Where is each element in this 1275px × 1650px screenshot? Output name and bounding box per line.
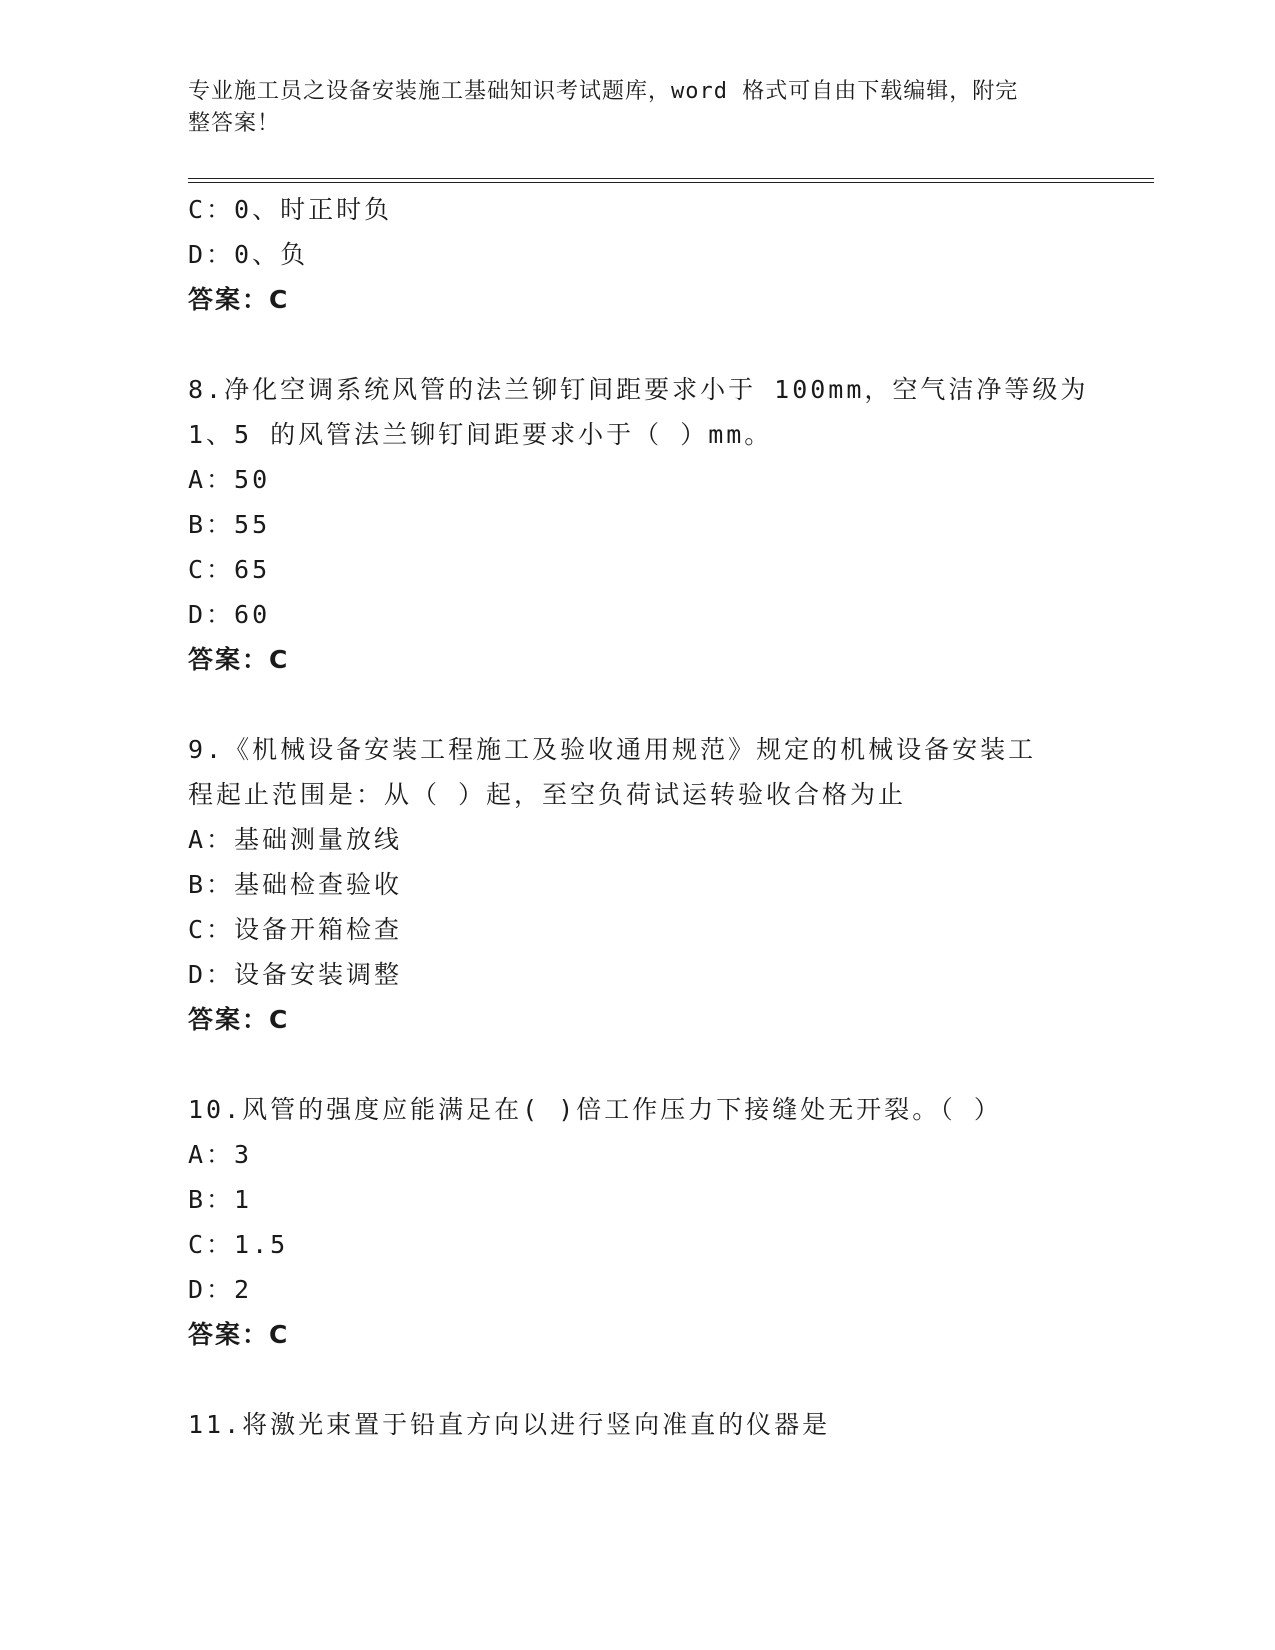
header-line-2: 整答案！ [188,111,281,136]
q8-stem-line-1: 8.净化空调系统风管的法兰铆钉间距要求小于 100mm，空气洁净等级为 [188,375,1089,404]
q10-option-b: B：1 [188,1185,253,1214]
q10-option-d: D：2 [188,1275,253,1304]
q11-stem-line-1: 11.将激光束置于铅直方向以进行竖向准直的仪器是 [188,1410,831,1439]
q7-option-c: C：0、时正时负 [188,195,393,224]
q8-option-d: D：60 [188,600,271,629]
q9-option-b: B：基础检查验收 [188,870,403,899]
q9-stem-line-2: 程起止范围是：从（ ）起，至空负荷试运转验收合格为止 [188,780,907,809]
q9-option-d: D：设备安装调整 [188,960,403,989]
header-divider-top [188,178,1154,179]
q9-option-c: C：设备开箱检查 [188,915,403,944]
q7-option-d: D：0、负 [188,240,309,269]
q9-answer: 答案：C [188,1005,290,1034]
q10-option-a: A：3 [188,1140,253,1169]
q8-option-b: B：55 [188,510,271,539]
q10-option-c: C：1.5 [188,1230,289,1259]
header-line-1: 专业施工员之设备安装施工基础知识考试题库，word 格式可自由下载编辑，附完 [188,79,1019,104]
q9-option-a: A：基础测量放线 [188,825,403,854]
q9-stem-line-1: 9.《机械设备安装工程施工及验收通用规范》规定的机械设备安装工 [188,735,1037,764]
header-divider-bottom [188,182,1154,183]
q8-stem-line-2: 1、5 的风管法兰铆钉间距要求小于（ ）mm。 [188,420,773,449]
q10-answer: 答案：C [188,1320,290,1349]
document-header [188,76,1068,140]
q10-stem-line-1: 10.风管的强度应能满足在( )倍工作压力下接缝处无开裂。（ ） [188,1095,1002,1124]
q7-answer: 答案：C [188,285,290,314]
q8-option-c: C：65 [188,555,271,584]
q8-answer: 答案：C [188,645,290,674]
q8-option-a: A：50 [188,465,271,494]
